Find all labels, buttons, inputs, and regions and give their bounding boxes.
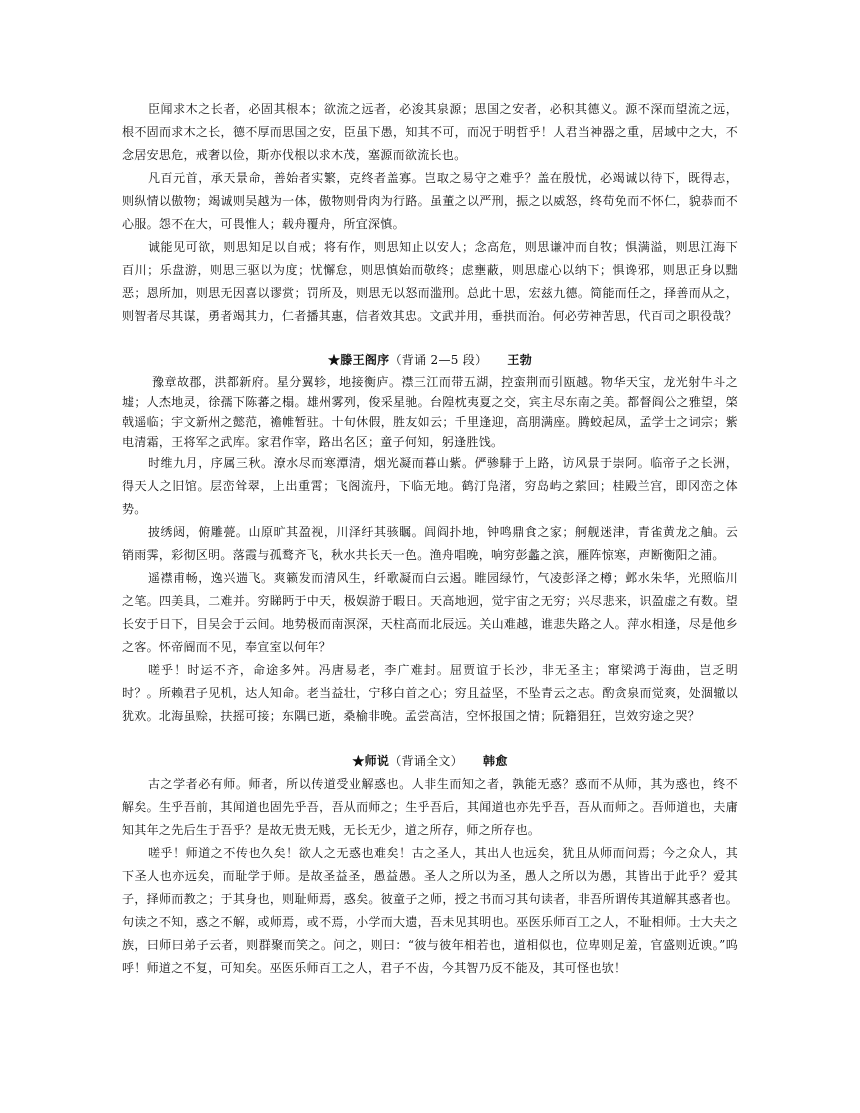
tengwang-paragraph-1: 豫章故郡，洪都新府。星分翼轸，地接衡庐。襟三江而带五湖，控蛮荆而引瓯越。物华天宝，龙光射牛斗之墟；人杰地灵，徐孺下陈蕃之榻。雄州雾列，俊采星驰。台隍枕夷夏之交，宾主尽东南之美。都督阎公之雅望，棨戟遥临；宇文新州之懿范，襜帷暂驻。十旬休假，胜友如云；千里逢迎，高朋满座。腾蛟起凤，孟学士之词宗；紫电清霜，王将军之武库。家君作宰，路出名区；童子何知，躬逢胜饯。: [122, 375, 738, 449]
tengwang-title: ★滕王阁序: [327, 353, 390, 367]
jianshu-paragraph-3: 诚能见可欲，则思知足以自戒；将有作，则思知止以安人；念高危，则思谦冲而自牧；惧满溢，则思江海下百川；乐盘游，则思三驱以为度；忧懈怠，则思慎始而敬终；虑壅蔽，则思虚心以纳下；惧谗邪，则思正身以黜恶；恩所加，则思无因喜以谬赏；罚所及，则思无以怒而滥刑。总此十思，宏兹九德。简能而任之，择善而从之，则智者尽其谋，勇者竭其力，仁者播其惠，信者效其忠。文武并用，垂拱而治。何必劳神苦思，代百司之职役哉？: [122, 240, 738, 323]
shishuo-note: （背诵全文）: [389, 754, 464, 768]
jianshu-section: [122, 98, 738, 328]
shishuo-paragraph-1: 古之学者必有师。师者，所以传道受业解惑也。人非生而知之者，孰能无惑？惑而不从师，其为惑也，终不解矣。生乎吾前，其闻道也固先乎吾，吾从而师之；生乎吾后，其闻道也亦先乎吾，吾从而师之。吾师道也，夫庸知其年之先后生于吾乎？是故无贵无贱，无长无少，道之所存，师之所存也。: [122, 777, 738, 837]
section-spacer: [122, 728, 738, 750]
shishuo-title: ★师说: [352, 754, 390, 768]
tengwang-paragraph-2: 时维九月，序属三秋。潦水尽而寒潭清，烟光凝而暮山紫。俨骖騑于上路，访风景于崇阿。临帝子之长洲，得天人之旧馆。层峦耸翠，上出重霄；飞阁流丹，下临无地。鹤汀凫渚，穷岛屿之萦回；桂殿兰宫，即冈峦之体势。: [122, 456, 738, 516]
tengwang-note: （背诵 2—5 段）: [389, 353, 488, 367]
jianshu-paragraph-1: 臣闻求木之长者，必固其根本；欲流之远者，必浚其泉源；思国之安者，必积其德义。源不深而望流之远，根不固而求木之长，德不厚而思国之安，臣虽下愚，知其不可，而况于明哲乎！人君当神器之重，居域中之大，不念居安思危，戒奢以俭，斯亦伐根以求木茂，塞源而欲流长也。: [122, 102, 738, 162]
tengwang-paragraph-4: 遥襟甫畅，逸兴遄飞。爽籁发而清风生，纤歌凝而白云遏。睢园绿竹，气凌彭泽之樽；邺水朱华，光照临川之笔。四美具，二难并。穷睇眄于中天，极娱游于暇日。天高地迥，觉宇宙之无穷；兴尽悲来，识盈虚之有数。望长安于日下，目吴会于云间。地势极而南溟深，天柱高而北辰远。关山难越，谁悲失路之人。萍水相逢，尽是他乡之客。怀帝阍而不见，奉宣室以何年？: [122, 571, 738, 654]
shishuo-paragraph-2: 嗟乎！师道之不传也久矣！欲人之无惑也难矣！古之圣人，其出人也远矣，犹且从师而问焉；今之众人，其下圣人也亦远矣，而耻学于师。是故圣益圣，愚益愚。圣人之所以为圣，愚人之所以为愚，其皆出于此乎？爱其子，择师而教之；于其身也，则耻师焉，惑矣。彼童子之师，授之书而习其句读者，非吾所谓传其道解其惑者也。句读之不知，惑之不解，或师焉，或不焉，小学而大遗，吾未见其明也。巫医乐师百工之人，不耻相师。士大夫之族，曰师曰弟子云者，则群聚而笑之。问之，则曰：“彼与彼年相若也，道相似也，位卑则足羞，官盛则近谀。”呜呼！师道之不复，可知矣。巫医乐师百工之人，君子不齿，今其智乃反不能及，其可怪也欤！: [122, 846, 738, 975]
tengwang-author: 王勃: [507, 353, 533, 367]
tengwang-paragraph-5: 嗟乎！时运不齐，命途多舛。冯唐易老，李广难封。屈贾谊于长沙，非无圣主；窜梁鸿于海曲，岂乏明时？。所赖君子见机，达人知命。老当益壮，宁移白首之心；穷且益坚，不坠青云之志。酌贪泉而觉爽，处涸辙以犹欢。北海虽赊，扶摇可接；东隅已逝，桑榆非晚。孟尝高洁，空怀报国之情；阮籍猖狂，岂效穷途之哭？: [122, 663, 738, 723]
tengwang-heading: [122, 349, 738, 372]
shishuo-author: 韩愈: [483, 754, 508, 768]
jianshu-paragraph-2: 凡百元首，承天景命，善始者实繁，克终者盖寡。岂取之易守之难乎？盖在殷忧，必竭诚以待下，既得志，则纵情以傲物；竭诚则吴越为一体，傲物则骨肉为行路。虽董之以严刑，振之以威怒，终苟免而不怀仁，貌恭而不心服。怨不在大，可畏惟人；载舟覆舟，所宜深慎。: [122, 171, 738, 231]
tengwang-paragraph-3: 披绣闼，俯雕甍。山原旷其盈视，川泽纡其骇瞩。闾阎扑地，钟鸣鼎食之家；舸舰迷津，青雀黄龙之舳。云销雨霁，彩彻区明。落霞与孤鹜齐飞，秋水共长天一色。渔舟唱晚，响穷彭蠡之滨，雁阵惊寒，声断衡阳之浦。: [122, 525, 738, 562]
shishuo-section: [122, 750, 738, 980]
shishuo-heading: [122, 750, 738, 773]
section-spacer: [122, 328, 738, 349]
tengwang-section: [122, 349, 738, 728]
